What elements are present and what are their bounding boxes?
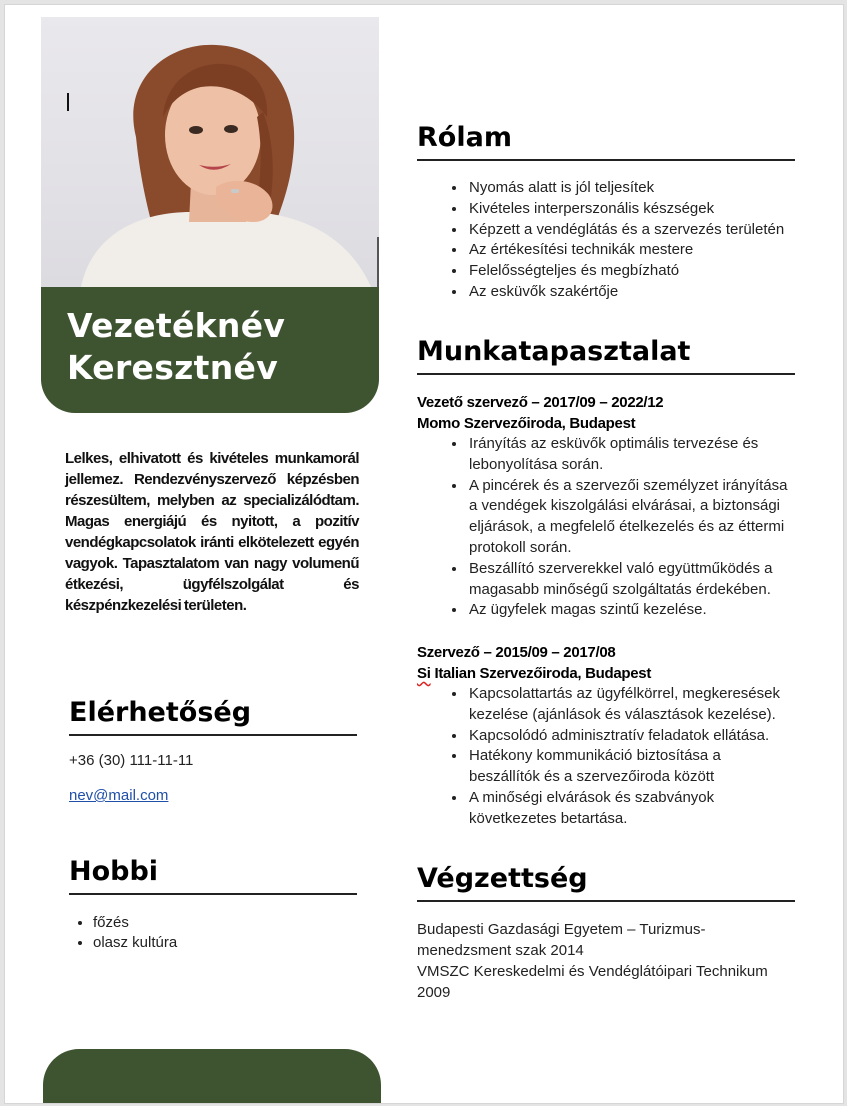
job-company: Si Italian Szervezőiroda, Budapest [417, 665, 652, 682]
about-list [417, 178, 844, 303]
email-link[interactable]: nev@mail.com [69, 787, 169, 804]
first-name: Keresztnév [67, 348, 279, 387]
spellcheck-word: Si [417, 665, 431, 682]
list-item: • Képzett a vendéglátás és a szervezés területén [467, 220, 844, 241]
job-entry [417, 642, 795, 830]
profile-photo [41, 17, 379, 287]
last-name: Vezetéknév [67, 306, 286, 345]
list-item: • Az ügyfelek magas szintű kezelése. [467, 600, 795, 621]
list-item: • Hatékony kommunikáció biztosítása a beszállítók és a szervezőiroda között [467, 746, 795, 788]
list-item: • A pincérek és a szervezői személyzet irányítása a vendégek kiszolgálási elvárásai, a biztonsági eljárások, a megfelelő ételkezelés és az éttermi protokoll során. [467, 476, 795, 559]
list-item: • Kivételes interperszonális készségek [467, 199, 844, 220]
list-item: • Irányítás az esküvők optimális tervezése és lebonyolítása során. [467, 434, 795, 476]
hobby-list [71, 913, 177, 953]
hobby-heading: Hobbi [69, 856, 159, 887]
contact-divider [69, 734, 357, 736]
job-entry [417, 392, 795, 621]
about-divider [417, 159, 795, 161]
list-item: • főzés [93, 913, 177, 933]
list-item: • A minőségi elvárások és szabványok következetes betartása. [467, 788, 795, 830]
list-item: • Az esküvők szakértője [467, 282, 844, 303]
job-company: Momo Szervezőiroda, Budapest [417, 415, 636, 432]
list-item: • Beszállító szerverekkel való együttműködés a magasabb minőségű szolgáltatás érdekében. [467, 559, 795, 601]
education-heading: Végzettség [417, 863, 588, 894]
name-banner [41, 287, 379, 413]
hobby-divider [69, 893, 357, 895]
education-entry: VMSZC Kereskedelmi és Vendéglátóipari Technikum 2009 [417, 963, 768, 1001]
text-cursor [67, 93, 69, 111]
education-entry: Budapesti Gazdasági Egyetem – Turizmus-menedzsment szak 2014 [417, 921, 706, 959]
experience-heading: Munkatapasztalat [417, 336, 691, 367]
experience-divider [417, 373, 795, 375]
list-item: • olasz kultúra [93, 933, 177, 953]
list-item: • Az értékesítési technikák mestere [467, 240, 844, 261]
profile-summary: Lelkes, elhivatott és kivételes munkamorál jellemez. Rendezvényszervező képzésben részesültem, melyben az specializálódtam. Magas energiájú és nyitott, a pozitív vendégkapcsolatok iránti elkötelezett egyén vagyok. Tapasztalatom van nagy volumenű étkezési, ügyfélszolgálat és készpénzkezelési területen. [65, 450, 359, 614]
job-position: Szervező – 2015/09 – 2017/08 [417, 644, 616, 661]
phone-number: +36 (30) 111-11-11 [69, 752, 194, 769]
job-duties [417, 684, 795, 830]
list-item: • Nyomás alatt is jól teljesítek [467, 178, 844, 199]
list-item: • Kapcsolattartás az ügyfélkörrel, megkeresések kezelése (ajánlások és választások kezelése). [467, 684, 795, 726]
footer-banner [43, 1049, 381, 1104]
job-duties [417, 434, 795, 621]
resume-page [4, 4, 844, 1104]
list-item: • Felelősségteljes és megbízható [467, 261, 844, 282]
list-item: • Kapcsolódó adminisztratív feladatok ellátása. [467, 726, 795, 747]
job-position: Vezető szervező – 2017/09 – 2022/12 [417, 394, 664, 411]
about-heading: Rólam [417, 122, 512, 153]
education-divider [417, 900, 795, 902]
contact-heading: Elérhetőség [69, 697, 252, 728]
